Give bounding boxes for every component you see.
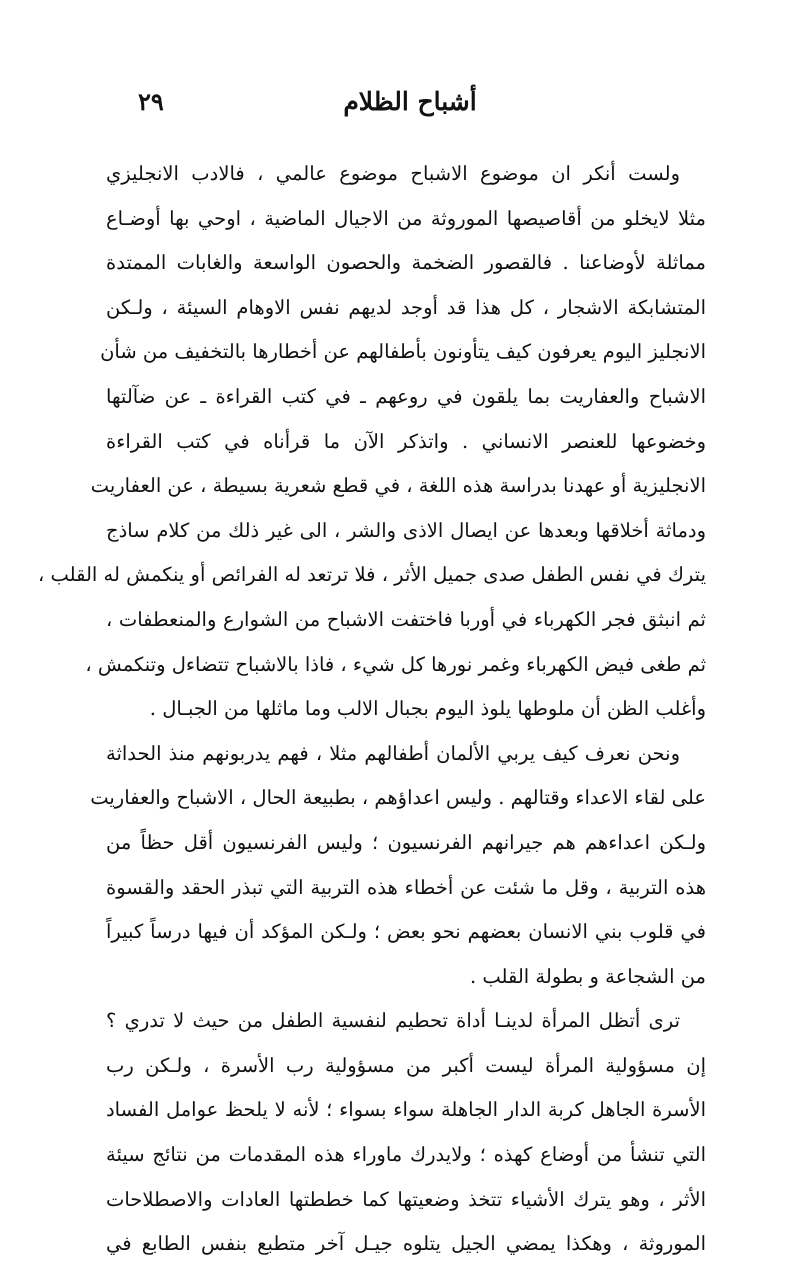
text-line: يترك في نفس الطفل صدى جميل الأثر ، فلا ترتعد له الفرائص أو ينكمش له القلب ، xyxy=(38,563,706,587)
text-line: على لقاء الاعداء وقتالهم . وليس اعداؤهم ، بطبيعة الحال ، الاشباح والعفاريت xyxy=(90,786,706,810)
text-line: ترى أتظل المرأة لدينـا أداة تحطيم لنفسية الطفل من حيث لا تدري ؟ xyxy=(106,1009,680,1033)
running-title: أشباح الظلام xyxy=(343,87,477,116)
text-line: ونحن نعرف كيف يربي الألمان أطفالهم مثلا ، فهم يدربونهم منذ الحداثة xyxy=(106,741,680,765)
text-line: الأثر ، وهو يترك الأشياء تتخذ وضعيتها كما خططتها العادات والاصطلاحات xyxy=(106,1187,706,1211)
body-text xyxy=(38,152,706,1267)
text-line: الموروثة ، وهكذا يمضي الجيل يتلوه جيـل آخر متطبع بنفس الطابع في xyxy=(106,1232,706,1256)
page-header xyxy=(0,84,791,124)
text-line: الأسرة الجاهل كربة الدار الجاهلة سواء بسواء ؛ لأنه لا يلحظ عوامل الفساد xyxy=(106,1098,706,1122)
text-line: وأغلب الظن أن ملوطها يلوذ اليوم بجبال الالب وما ماثلها من الجبـال . xyxy=(149,697,706,721)
text-line: ولست أنكر ان موضوع الاشباح موضوع عالمي ، فالادب الانجليزي xyxy=(106,162,680,185)
text-line: من الشجاعة و بطولة القلب . xyxy=(470,964,706,988)
text-line: هذه التربية ، وقل ما شئت عن أخطاء هذه التربية التي تبذر الحقد والقسوة xyxy=(106,875,706,899)
text-line: ثم طغى فيض الكهرباء وغمر نورها كل شيء ، فاذا بالاشباح تتضاءل وتنكمش ، xyxy=(85,652,706,676)
text-line: الانجليزية أو عهدنا بدراسة هذه اللغة ، في قطع شعرية بسيطة ، عن العفاريت xyxy=(90,474,706,498)
text-line: وخضوعها للعنصر الانساني . واتذكر الآن ما قرأناه في كتب القراءة xyxy=(106,429,706,453)
text-line: ولـكن اعداءهم هم جيرانهم الفرنسيون ؛ وليس الفرنسيون أقل حظاً من xyxy=(106,830,706,854)
text-line: في قلوب بني الانسان بعضهم نحو بعض ؛ ولـكن المؤكد أن فيها درساً كبيراً xyxy=(106,920,706,944)
page-number: ٢٩ xyxy=(138,87,164,116)
text-line: الاشباح والعفاريت بما يلقون في روعهم ـ في كتب القراءة ـ عن ضآلتها xyxy=(106,384,706,408)
text-line: ودماثة أخلاقها وبعدها عن ايصال الاذى والشر ، الى غير ذلك من كلام ساذج xyxy=(106,518,706,542)
text-line: ثم انبثق فجر الكهرباء في أوربا فاختفت الاشباح من الشوارع والمنعطفات ، xyxy=(106,607,706,631)
text-line: إن مسؤولية المرأة ليست أكبر من مسؤولية رب الأسرة ، ولـكن رب xyxy=(106,1053,706,1077)
text-line: الانجليز اليوم يعرفون كيف يتأونون بأطفالهم عن أخطارها بالتخفيف من شأن xyxy=(100,340,706,364)
text-line: التي تنشأ من أوضاع كهذه ؛ ولايدرك ماوراء هذه المقدمات من نتائج سيئة xyxy=(106,1143,706,1167)
text-line: المتشابكة الاشجار ، كل هذا قد أوجد لديهم نفس الاوهام السيئة ، ولـكن xyxy=(106,295,706,319)
text-line: مماثلة لأوضاعنا . فالقصور الضخمة والحصون الواسعة والغابات الممتدة xyxy=(106,251,706,275)
text-line: مثلا لايخلو من أقاصيصها الموروثة من الاجيال الماضية ، اوحي بها أوضـاع xyxy=(106,206,706,230)
